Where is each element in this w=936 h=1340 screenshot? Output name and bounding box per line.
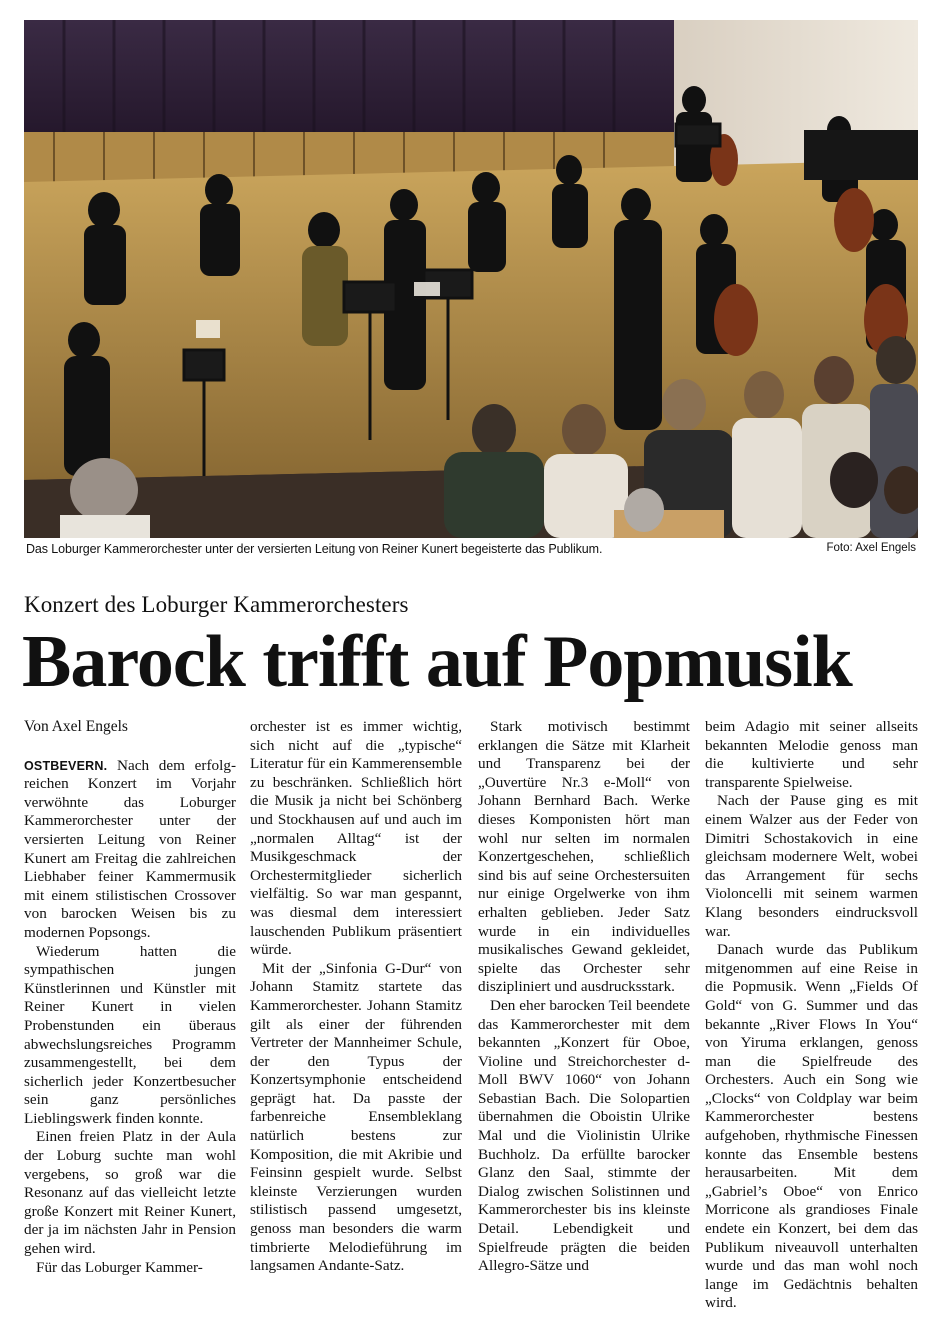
article-byline: Von Axel Engels — [24, 718, 128, 735]
article-column-4 — [705, 718, 918, 1313]
paragraph: orchester ist es immer wichtig, sich nicht auf die „typische“ Literatur für ein Kammerensemble zu beschränken. Schließlich hört die Musik ja nicht bei Schönberg und Stockhausen auf und auch im „normalen Alltag“ ist der Musikgeschmack der Orchestermitglieder sicherlich vielfältig. So war man gespannt, was diesmal dem interessiert lauschenden Publikum präsentiert würde. — [250, 718, 462, 959]
dateline: OSTBEVERN. — [24, 758, 108, 773]
paragraph: Wiederum hatten die sympathischen jungen Künstlerinnen und Künstler mit Reiner Kunert in vielen Probenstunden ein überaus abwechslungsreiches Programm zusammengestellt, bei dem sicherlich jeder Konzertbesucher sein ganz persönliches Lieblingswerk finden konnte. — [24, 942, 236, 1127]
photo-caption: Das Loburger Kammerorchester unter der versierten Leitung von Reiner Kunert begeisterte das Publikum. — [26, 542, 603, 556]
paragraph: beim Adagio mit seiner allseits bekannten Melodie genoss man die kultivierte und sehr transparente Spielweise. — [705, 718, 918, 791]
article-column-1 — [24, 718, 236, 1277]
photo-caption-row — [26, 542, 916, 560]
photo-credit: Foto: Axel Engels — [826, 542, 916, 554]
paragraph: Danach wurde das Publikum mitgenommen auf eine Reise in die Popmusik. Wenn „Fields Of Gold“ von G. Summer und das bekannte „River Flows In You“ von Yiruma erklangen, genoss man die Spielfreude des Orchesters. Auch ein Song wie „Clocks“ von Coldplay war beim Kammerorchester bestens aufgehoben, rhythmische Finessen konnte das Ensemble bestens herausarbeiten. Mit dem „Gabriel’s Oboe“ von Enrico Morricone als grandioses Finale endete ein Konzert, bei dem das Publikum niveauvoll unterhalten wurde und das man wohl noch lange im Gedächtnis behalten wird. — [705, 941, 918, 1312]
article-kicker: Konzert des Loburger Kammerorchesters — [24, 592, 409, 617]
paragraph: Stark motivisch bestimmt erklangen die Sätze mit Klarheit und Transparenz bei der „Ouvertüre Nr.3 e-Moll“ von Johann Bernhard Bach. Werke dieses Komponisten hört man wohl nur selten im normalen Konzertgeschehen, schließlich sind bis auf seine Orchestersuiten nur einige Orgelwerke von ihm erhalten geblieben. Jeder Satz wurde in ein individuelles musikalisches Gewand gekleidet, spielte das Orchester sehr diszipliniert und ausdrucksstark. — [478, 718, 690, 996]
article-column-3 — [478, 718, 690, 1276]
paragraph: Einen freien Platz in der Aula der Loburg suchte man wohl vergebens, so groß war die Resonanz auf das vielleicht letzte große Konzert mit Reiner Kunert, der ja im nächsten Jahr in Pension gehen wird. — [24, 1128, 236, 1258]
paragraph — [24, 757, 236, 943]
article-body — [24, 718, 918, 1328]
concert-photo — [24, 20, 918, 538]
paragraph: Für das Loburger Kammer- — [36, 1258, 203, 1276]
orchestra-photo-illustration — [24, 20, 918, 538]
paragraph-text: Nach dem erfolgreichen Konzert im Vorjahr verwöhnte das Loburger Kammerorchester unter der versierten Leitung von Reiner Kunert am Freitag die zahlreichen Liebhaber feiner Kammermusik mit einem stilistischen Crossover von barocken Weisen bis zu modernen Popsongs. — [24, 756, 236, 941]
paragraph: Den eher barocken Teil beendete das Kammerorchester mit dem bekannten „Konzert für Oboe, Violine und Streichorchester d-Moll BWV 1060“ von Johann Sebastian Bach. Die Solopartien übernahmen die Oboistin Ulrike Mal und die Violinistin Ulrike Buchholz. Da erfüllte barocker Glanz den Saal, stimmte der Dialog zwischen Solistinnen und Kammerorchester bis ins kleinste Detail. Lebendigkeit und Spielfreude prägten die beiden Allegro-Sätze und — [478, 996, 690, 1275]
article-headline: Barock trifft auf Popmusik — [22, 621, 852, 703]
article-column-2 — [250, 718, 462, 1276]
paragraph: Nach der Pause ging es mit einem Walzer aus der Feder von Dimitri Schostakovich in eine gleichsam modernere Welt, wobei das Arrangement für sechs Violoncelli mit seinem warmen Klang besonders eindrucksvoll war. — [705, 792, 918, 940]
paragraph: Mit der „Sinfonia G-Dur“ von Johann Stamitz startete das Kammerorchester. Johann Stamitz gilt als einer der führenden Vertreter der Mannheimer Schule, der den Typus der Konzertsymphonie entscheidend geprägt hat. Da passte der farbenreiche Ensembleklang natürlich bestens zur Komposition, die mit Akribie und Feinsinn gespielt wurde. Selbst kleinste Verzierungen wurden stilistisch passend umgesetzt, genoss man besonders die warm timbrierte Melodieführung im langsamen Andante-Satz. — [250, 959, 462, 1275]
